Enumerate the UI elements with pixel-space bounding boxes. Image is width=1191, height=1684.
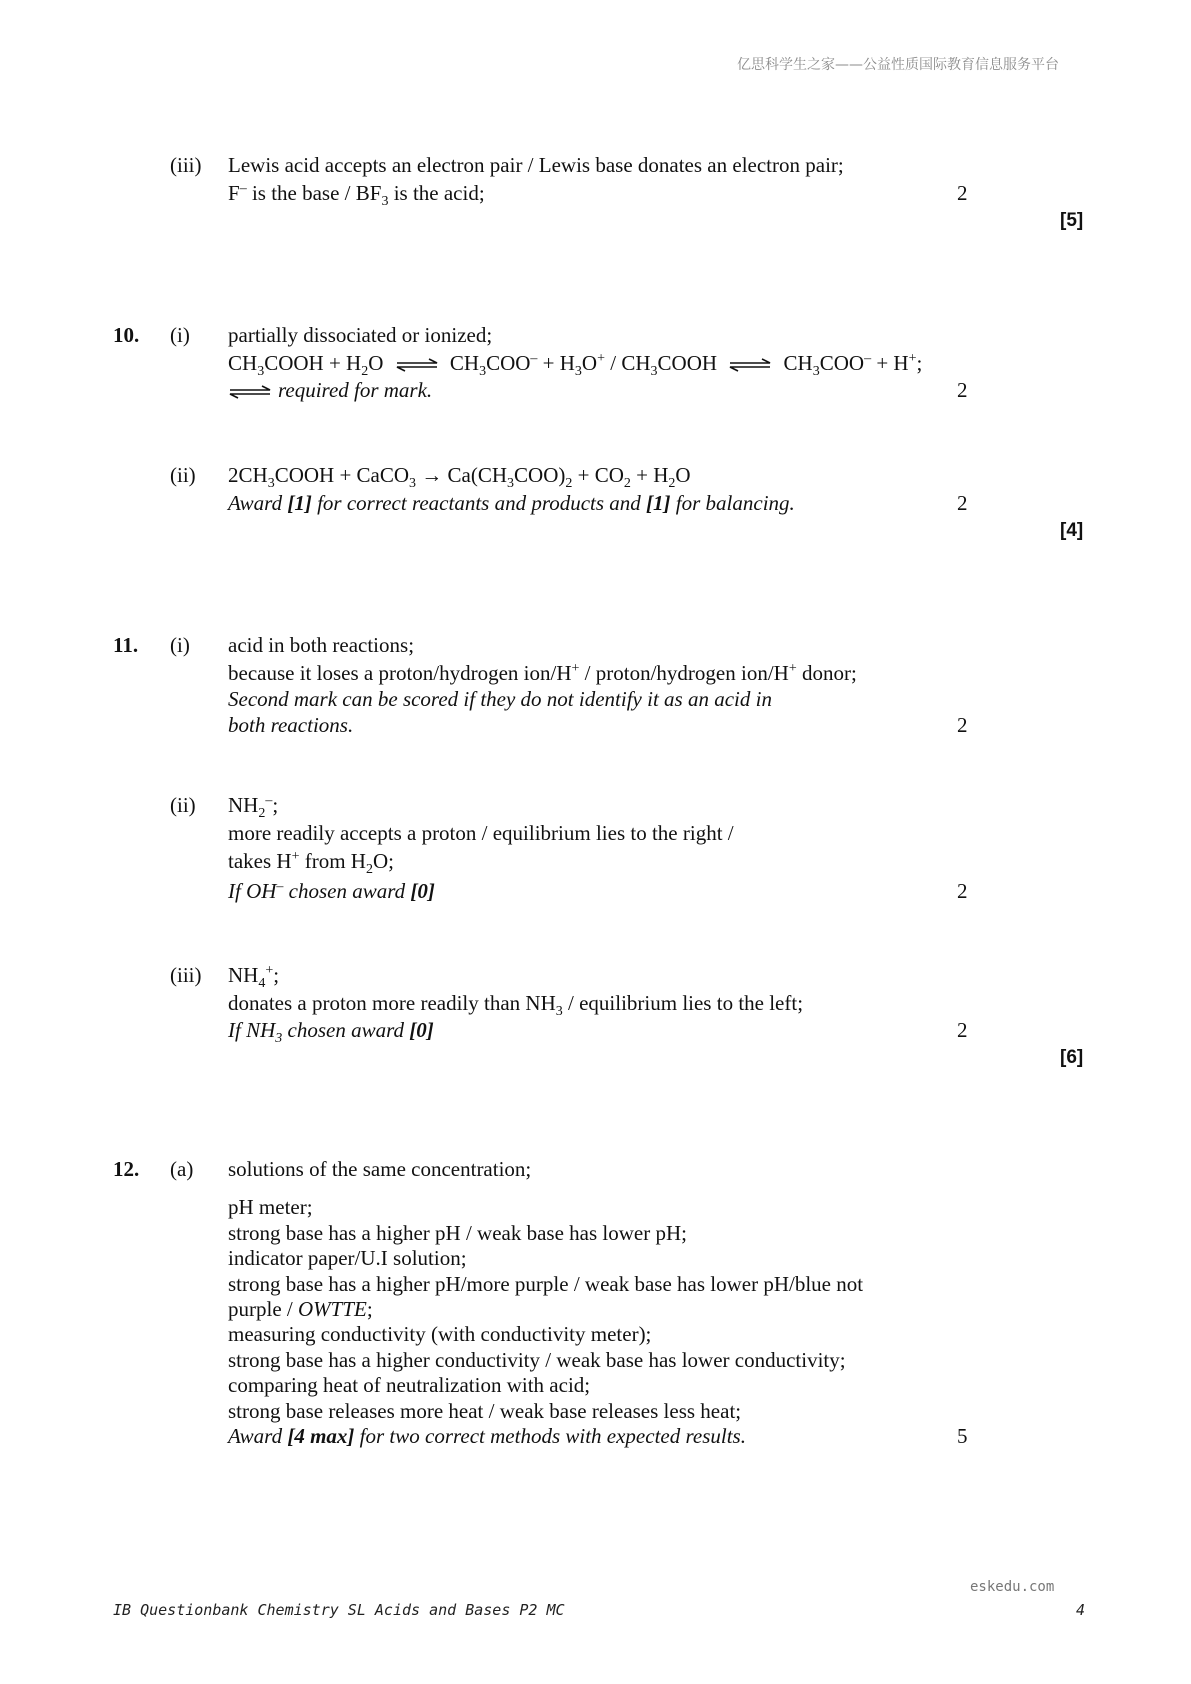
answer-line: acid in both reactions; [228, 633, 415, 657]
marking-note: Award [1] for correct reactants and products and [1] for balancing. [228, 491, 795, 515]
answer-line: more readily accepts a proton / equilibrium lies to the right / [228, 821, 734, 845]
footer-title: IB Questionbank Chemistry SL Acids and Bases P2 MC [113, 1601, 565, 1619]
equilibrium-arrow-icon [395, 358, 439, 372]
total-marks: [6] [1060, 1047, 1084, 1068]
header-watermark: 亿思科学生之家——公益性质国际教育信息服务平台 [737, 57, 1059, 73]
equilibrium-arrow-icon [228, 385, 272, 399]
equation-line: $2CH_3COOH$ + CaCO$_3$ → $Ca(CH_3COO)_2 + CO_2 + H_2O$ [228, 463, 691, 492]
marking-note: If $NH_3$ chosen award [0] [228, 1018, 434, 1047]
marking-note: required for mark. [228, 377, 432, 403]
site-watermark: eskedu.com [970, 1579, 1055, 1595]
answer-line: purple / OWTTE; [228, 1297, 373, 1321]
answer-line: $NH_4^+$; [228, 963, 280, 992]
answer-line: indicator paper/U.I solution; [228, 1246, 467, 1270]
part-label: (iii) [170, 963, 202, 987]
marks-value: 2 [957, 378, 968, 402]
answer-line: F– is the base / $BF_3$ is the acid; [228, 181, 485, 210]
total-marks: [5] [1060, 210, 1084, 231]
question-number: 11. [113, 633, 139, 657]
marks-value: 5 [957, 1424, 968, 1448]
total-marks: [4] [1060, 520, 1084, 541]
question-number: 12. [113, 1157, 140, 1181]
part-label: (ii) [170, 463, 196, 487]
answer-line: comparing heat of neutralization with acid; [228, 1373, 591, 1397]
marking-note: Second mark can be scored if they do not identify it as an acid in [228, 687, 772, 711]
answer-line: because it loses a proton/hydrogen ion/H+ / proton/hydrogen ion/H+ donor; [228, 661, 857, 685]
part-label: (iii) [170, 153, 202, 177]
answer-line: takes H+ from $H_2O$; [228, 849, 394, 878]
answer-line: solutions of the same concentration; [228, 1157, 532, 1181]
marks-value: 2 [957, 879, 968, 903]
part-label: (i) [170, 323, 190, 347]
marks-value: 2 [957, 713, 968, 737]
answer-line: partially dissociated or ionized; [228, 323, 493, 347]
equation-line: $CH_3COOH + H_2O$ $CH_3COO^- + H_3O^+$ / $CH_3COOH$ $CH_3COO^- + H^+$; [228, 351, 923, 380]
answer-line: strong base has a higher conductivity / weak base has lower conductivity; [228, 1348, 846, 1372]
marking-note: both reactions. [228, 713, 354, 737]
part-label: (ii) [170, 793, 196, 817]
marks-value: 2 [957, 491, 968, 515]
answer-line: strong base has a higher pH / weak base has lower pH; [228, 1221, 687, 1245]
marking-note: Award [4 max] for two correct methods with expected results. [228, 1424, 746, 1448]
answer-line: pH meter; [228, 1195, 313, 1219]
answer-line: measuring conductivity (with conductivity meter); [228, 1322, 652, 1346]
equilibrium-arrow-icon [728, 358, 772, 372]
marking-note: If OH– chosen award [0] [228, 879, 435, 903]
marks-value: 2 [957, 1018, 968, 1042]
answer-line: donates a proton more readily than $NH_3$ / equilibrium lies to the left; [228, 991, 804, 1020]
marks-value: 2 [957, 181, 968, 205]
answer-line: strong base releases more heat / weak base releases less heat; [228, 1399, 742, 1423]
part-label: (a) [170, 1157, 194, 1181]
question-number: 10. [113, 323, 140, 347]
part-label: (i) [170, 633, 190, 657]
page-number: 4 [1076, 1601, 1086, 1619]
answer-line: Lewis acid accepts an electron pair / Lewis base donates an electron pair; [228, 153, 844, 177]
answer-line: strong base has a higher pH/more purple / weak base has lower pH/blue not [228, 1272, 864, 1296]
answer-line: $NH_2^-$; [228, 793, 279, 822]
